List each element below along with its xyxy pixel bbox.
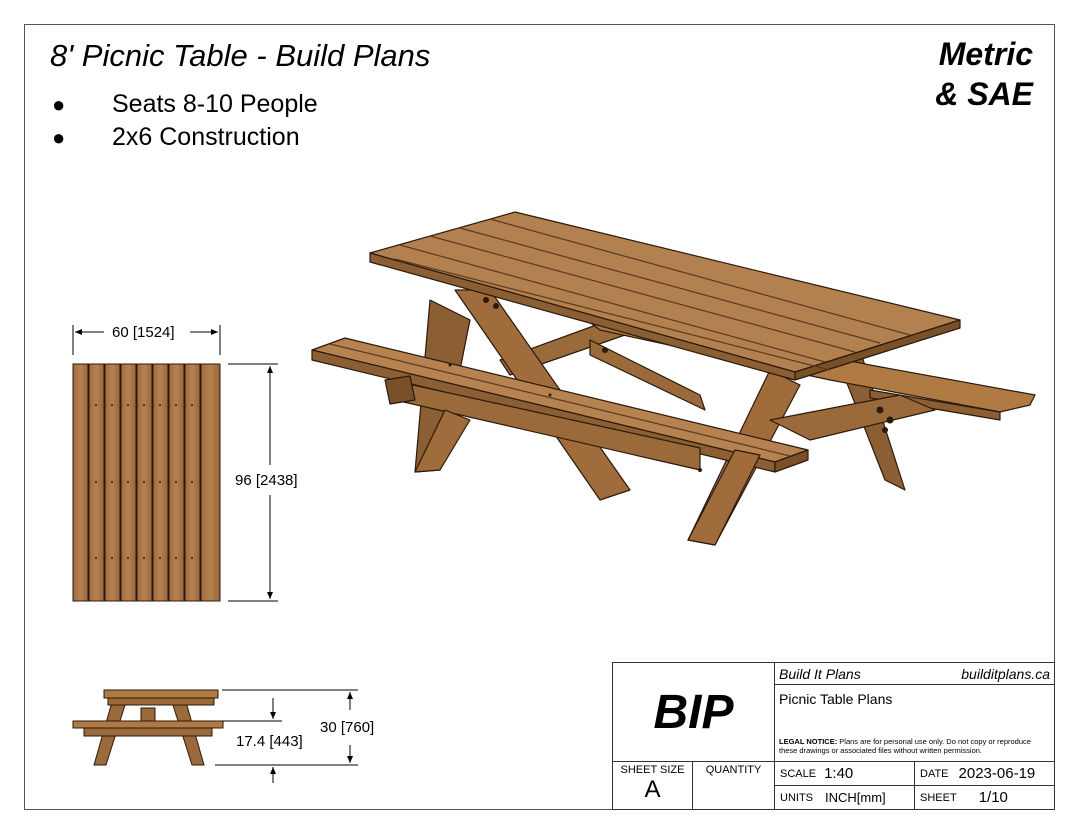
units-value: INCH[mm] — [825, 790, 886, 805]
logo-cell — [613, 663, 775, 762]
sheet-label: SHEET — [920, 791, 957, 804]
bullet-icon: ● — [52, 91, 66, 117]
company-logo: BIP — [653, 685, 734, 739]
date-value: 2023-06-19 — [958, 765, 1036, 782]
badge-line: Metric — [938, 36, 1033, 72]
units-cell — [775, 786, 915, 809]
top-view — [73, 325, 278, 601]
length-dimension: 96 [2438] — [235, 472, 298, 489]
sheet-value: 1/10 — [978, 789, 1008, 806]
feature-label: 2x6 Construction — [112, 123, 300, 151]
drawing-title: Picnic Table Plans — [779, 691, 893, 707]
seat-height-dimension: 17.4 [443] — [236, 733, 303, 750]
company-row — [775, 663, 1054, 685]
units-label: UNITS — [780, 791, 813, 804]
feature-label: Seats 8-10 People — [112, 90, 318, 118]
width-dimension: 60 [1524] — [112, 324, 175, 341]
table-height-dimension: 30 [760] — [320, 719, 375, 736]
quantity-cell — [693, 762, 775, 809]
scale-value: 1:40 — [824, 765, 854, 782]
company-name: Build It Plans — [779, 666, 861, 682]
legal-text: Plans are for personal use only. Do not copy or reproduce these drawings or associated files without written permission. — [779, 737, 1031, 755]
sheet-size-value: A — [644, 776, 661, 803]
bullet-icon: ● — [52, 124, 66, 150]
drawing-title-cell — [775, 685, 1054, 762]
legal-label: LEGAL NOTICE: — [779, 737, 838, 746]
date-label: DATE — [920, 767, 949, 780]
legal-notice — [779, 737, 1047, 755]
sheet-size-label: SHEET SIZE — [620, 764, 685, 776]
top-view-planks — [73, 364, 220, 601]
scale-cell — [775, 762, 915, 786]
end-view — [73, 690, 358, 783]
badge-line: & SAE — [935, 76, 1033, 112]
company-website: builditplans.ca — [961, 666, 1050, 682]
plan-title: 8' Picnic Table - Build Plans — [50, 38, 431, 73]
isometric-view — [312, 212, 1035, 545]
title-block — [612, 662, 1055, 810]
quantity-label: QUANTITY — [705, 764, 762, 776]
sheet-size-cell — [613, 762, 693, 809]
scale-label: SCALE — [780, 767, 817, 780]
date-cell — [915, 762, 1054, 786]
sheet-cell — [915, 786, 1054, 809]
